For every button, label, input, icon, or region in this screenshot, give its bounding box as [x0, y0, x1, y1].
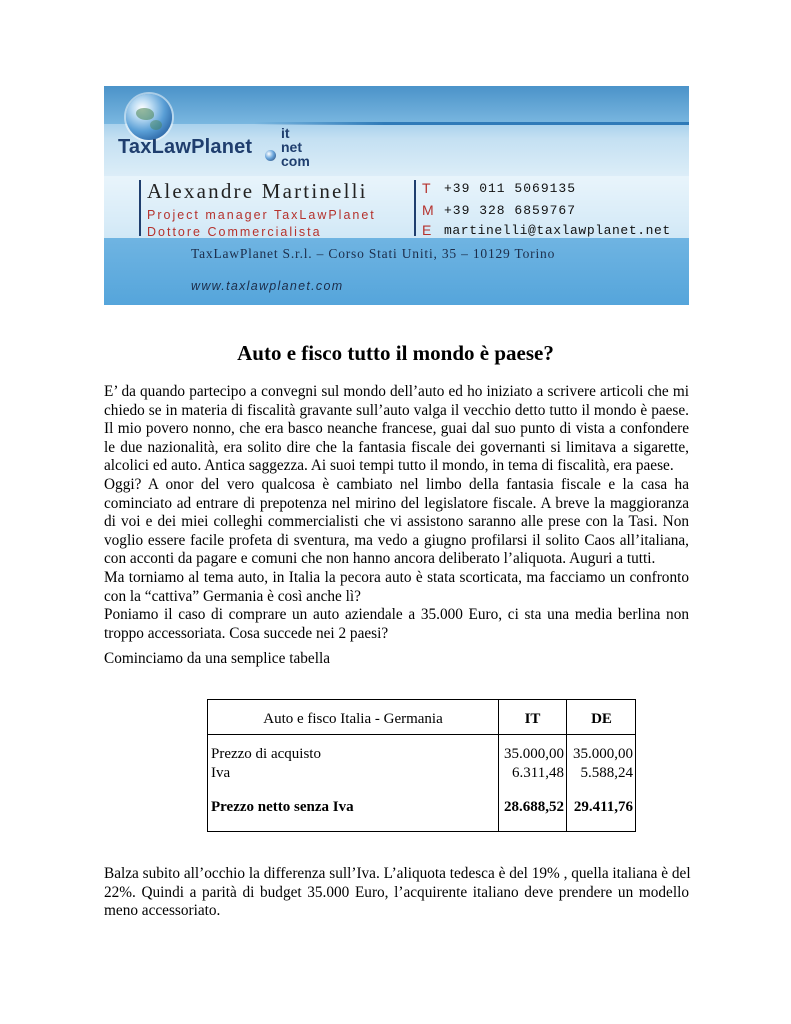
row-de-iva: 5.588,24	[580, 765, 633, 781]
table-header-divider	[208, 734, 635, 735]
small-globe-icon	[265, 150, 276, 161]
body-line: alcolici ed auto. Antica saggezza. Ai suoi tempi tutto il mondo, in tema di fiscalità, era paese.	[104, 457, 674, 475]
body-line: Oggi? A onor del vero qualcosa è cambiato nel limbo della fantasia fiscale e la casa ha	[104, 475, 689, 493]
table-header-label: Auto e fisco Italia - Germania	[263, 711, 443, 727]
row-it-prezzo: 35.000,00	[504, 746, 564, 762]
contacts-divider	[414, 180, 416, 236]
email-label: E	[422, 222, 432, 238]
row-label-netto: Prezzo netto senza Iva	[211, 799, 354, 815]
body-line: con la “cattiva” Germania è così anche lì?	[104, 587, 361, 605]
brand-domains	[281, 126, 310, 168]
banner-rule	[254, 122, 689, 125]
comparison-table	[207, 699, 636, 832]
body-line: cominciato ad entrare di prepotenza nel mirino del legislatore fiscale. A breve la maggioranza	[104, 494, 689, 512]
body-line: E’ da quando partecipo a convegni sul mondo dell’auto ed ho iniziato a scrivere articoli che mi	[104, 383, 689, 400]
body-line: chiedo se in materia di fiscalità gravante sull’auto valga il vecchio detto tutto il mondo è paese.	[104, 401, 689, 419]
closing-paragraph	[104, 865, 689, 921]
table-intro: Cominciamo da una semplice tabella	[104, 650, 330, 667]
email-value: martinelli@taxlawplanet.net	[444, 223, 671, 238]
table-header-it: IT	[524, 711, 541, 727]
article-body-paragraph	[104, 383, 689, 643]
website-link[interactable]: www.taxlawplanet.com	[191, 279, 344, 293]
row-it-iva: 6.311,48	[512, 765, 564, 781]
body-line: meno accessoriato.	[104, 902, 221, 920]
role-project-manager: Project manager TaxLawPlanet	[147, 208, 376, 222]
mobile-label: M	[422, 202, 434, 218]
mobile-value: +39 328 6859767	[444, 203, 577, 218]
name-divider	[139, 180, 141, 236]
domain-com: com	[281, 153, 310, 169]
body-line: Poniamo il caso di comprare un auto aziendale a 35.000 Euro, ci sta una media berlina non	[104, 606, 689, 624]
domain-net: net	[281, 139, 302, 155]
body-line: troppo accessoriata. Cosa succede nei 2 paesi?	[104, 624, 389, 642]
row-label-prezzo: Prezzo di acquisto	[211, 746, 321, 762]
body-line: Balza subito all’occhio la differenza sull’Iva. L’aliquota tedesca è del 19% , quella italiana è del	[104, 865, 691, 882]
role-dottore: Dottore Commercialista	[147, 225, 322, 239]
body-line: le due nazionalità, era solito dire che la fantasia fiscale dei governanti si limitava a sigarette,	[104, 438, 689, 456]
phone-label: T	[422, 180, 431, 196]
banner-top-band	[104, 86, 689, 124]
body-line: di voi e dei miei colleghi commercialisti che vi assistono saranno alle prese con la Tasi. Non	[104, 513, 689, 531]
letterhead-banner	[104, 86, 689, 305]
table-header-de: DE	[591, 711, 612, 727]
company-address: TaxLawPlanet S.r.l. – Corso Stati Uniti, 35 – 10129 Torino	[191, 246, 556, 261]
domain-it: it	[281, 125, 290, 141]
body-line: con acconti da pagare e comuni che non hanno ancora deliberato l’aliquota. Auguri a tutti.	[104, 550, 656, 568]
row-label-iva: Iva	[211, 765, 231, 781]
body-line: 22%. Quindi a parità di budget 35.000 Euro, l’acquirente italiano deve prendere un modello	[104, 883, 689, 901]
row-it-netto: 28.688,52	[504, 799, 564, 815]
body-line: voglio essere facile profeta di sventura, ma vedo a giugno profilarsi il solito Caos all’italiana,	[104, 531, 689, 549]
body-line: Il mio povero nonno, che era basco neanche francese, guai dal suo punto di vista a confondere	[104, 420, 689, 438]
phone-value: +39 011 5069135	[444, 181, 577, 196]
globe-logo-icon	[126, 94, 172, 140]
person-name: Alexandre Martinelli	[147, 179, 368, 203]
body-line: Ma torniamo al tema auto, in Italia la pecora auto è stata scorticata, ma facciamo un confronto	[104, 568, 689, 586]
row-de-prezzo: 35.000,00	[573, 746, 633, 762]
brand-name: TaxLawPlanet	[118, 136, 253, 158]
row-de-netto: 29.411,76	[573, 799, 633, 815]
article-title: Auto e fisco tutto il mondo è paese?	[237, 341, 554, 365]
